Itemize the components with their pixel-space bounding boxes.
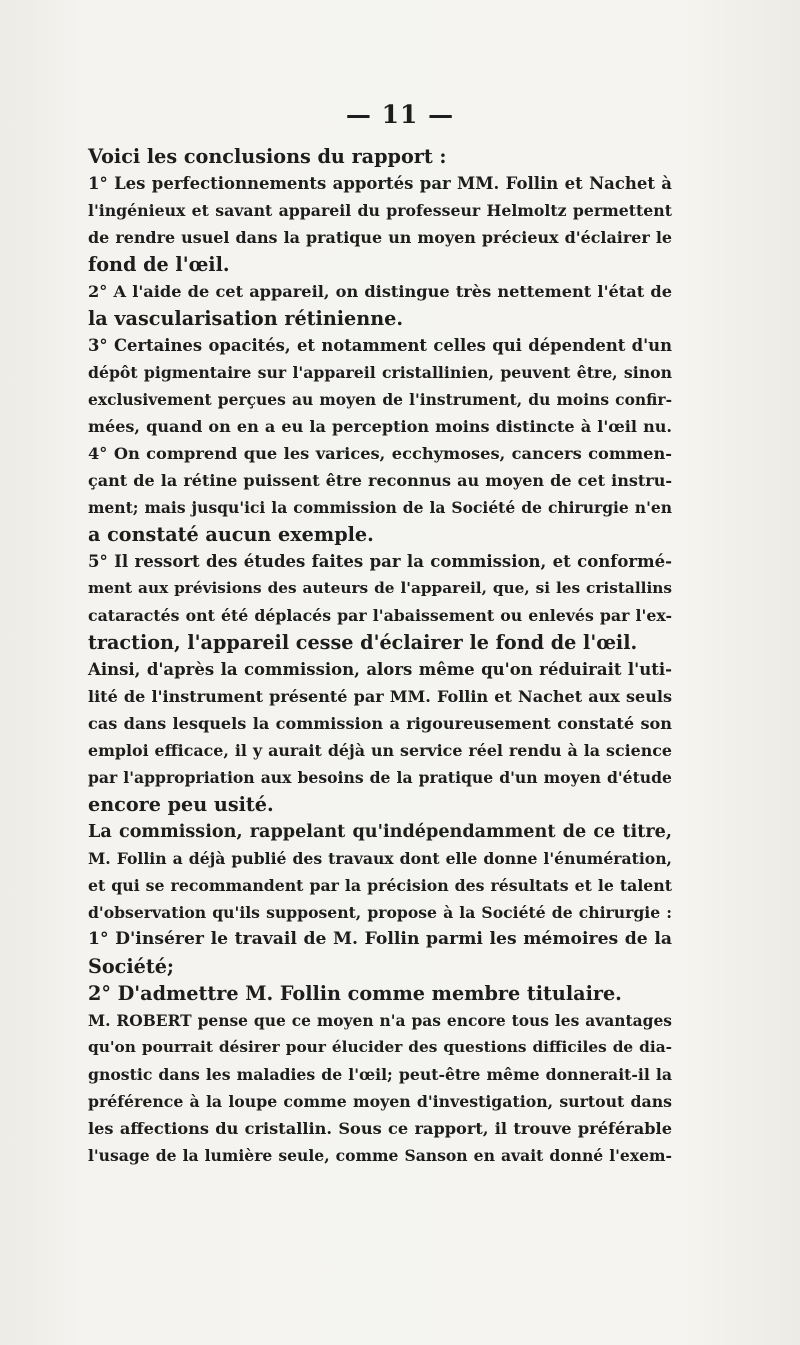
text-line: 3° Certaines opacités, et notamment celles qui dépendent d'un — [88, 336, 672, 355]
text-line: La commission, rappelant qu'indépendamment de ce titre, — [88, 821, 672, 842]
text-line: cataractés ont été déplacés par l'abaissement ou enlevés par l'ex- — [88, 606, 672, 625]
text-line: 4° On comprend que les varices, ecchymoses, cancers commen- — [88, 444, 672, 463]
text-line: qu'on pourrait désirer pour élucider des questions difficiles de dia- — [88, 1038, 672, 1056]
text-line: par l'appropriation aux besoins de la pratique d'un moyen d'étude — [88, 768, 672, 787]
text-line: Ainsi, d'après la commission, alors même qu'on réduirait l'uti- — [88, 659, 672, 679]
text-line: dépôt pigmentaire sur l'appareil cristallinien, peuvent être, sinon — [88, 363, 672, 382]
text-line: a constaté aucun exemple. — [88, 523, 374, 546]
text-line: fond de l'œil. — [88, 253, 230, 276]
text-line: 2° A l'aide de cet appareil, on distingue très nettement l'état de — [88, 282, 672, 301]
text-line: M. Follin a déjà publié des travaux dont elle donne l'énumération, — [88, 849, 672, 868]
text-line: de rendre usuel dans la pratique un moyen précieux d'éclairer le — [88, 228, 672, 247]
page-number: — 11 — — [345, 100, 455, 129]
text-line: l'ingénieux et savant appareil du professeur Helmoltz permettent — [88, 201, 672, 220]
text-line: emploi efficace, il y aurait déjà un service réel rendu à la science — [88, 741, 672, 760]
text-line: Voici les conclusions du rapport : — [88, 145, 447, 168]
text-line: mées, quand on en a eu la perception moins distincte à l'œil nu. — [88, 417, 672, 436]
text-line: lité de l'instrument présenté par MM. Follin et Nachet aux seuls — [88, 687, 672, 706]
text-line: encore peu usité. — [88, 793, 274, 816]
text-line: d'observation qu'ils supposent, propose à la Société de chirurgie : — [88, 903, 672, 922]
text-line: Société; — [88, 955, 174, 978]
text-line: exclusivement perçues au moyen de l'instrument, du moins confir- — [88, 390, 672, 409]
text-line: préférence à la loupe comme moyen d'investigation, surtout dans — [88, 1092, 672, 1111]
text-line: ment; mais jusqu'ici la commission de la Société de chirurgie n'en — [88, 498, 672, 517]
text-line: 2° D'admettre M. Follin comme membre titulaire. — [88, 982, 622, 1005]
text-line: la vascularisation rétinienne. — [88, 307, 404, 330]
text-line: çant de la rétine puissent être reconnus au moyen de cet instru- — [88, 471, 672, 490]
body-text — [88, 143, 672, 1169]
text-line: 5° Il ressort des études faites par la commission, et conformé- — [88, 551, 672, 571]
text-line: et qui se recommandent par la précision des résultats et le talent — [88, 876, 672, 895]
text-line: les affections du cristallin. Sous ce rapport, il trouve préférable — [88, 1119, 672, 1138]
text-line: cas dans lesquels la commission a rigoureusement constaté son — [88, 714, 672, 733]
text-line: 1° D'insérer le travail de M. Follin parmi les mémoires de la — [88, 929, 672, 949]
text-line: gnostic dans les maladies de l'œil; peut-être même donnerait-il la — [88, 1065, 672, 1084]
text-line: ment aux prévisions des auteurs de l'appareil, que, si les cristallins — [88, 579, 672, 597]
text-line: 1° Les perfectionnements apportés par MM. Follin et Nachet à — [88, 174, 672, 193]
text-line: l'usage de la lumière seule, comme Sanson en avait donné l'exem- — [88, 1146, 672, 1165]
text-line: M. ROBERT pense que ce moyen n'a pas encore tous les avantages — [88, 1011, 672, 1030]
text-line: traction, l'appareil cesse d'éclairer le fond de l'œil. — [88, 631, 638, 654]
